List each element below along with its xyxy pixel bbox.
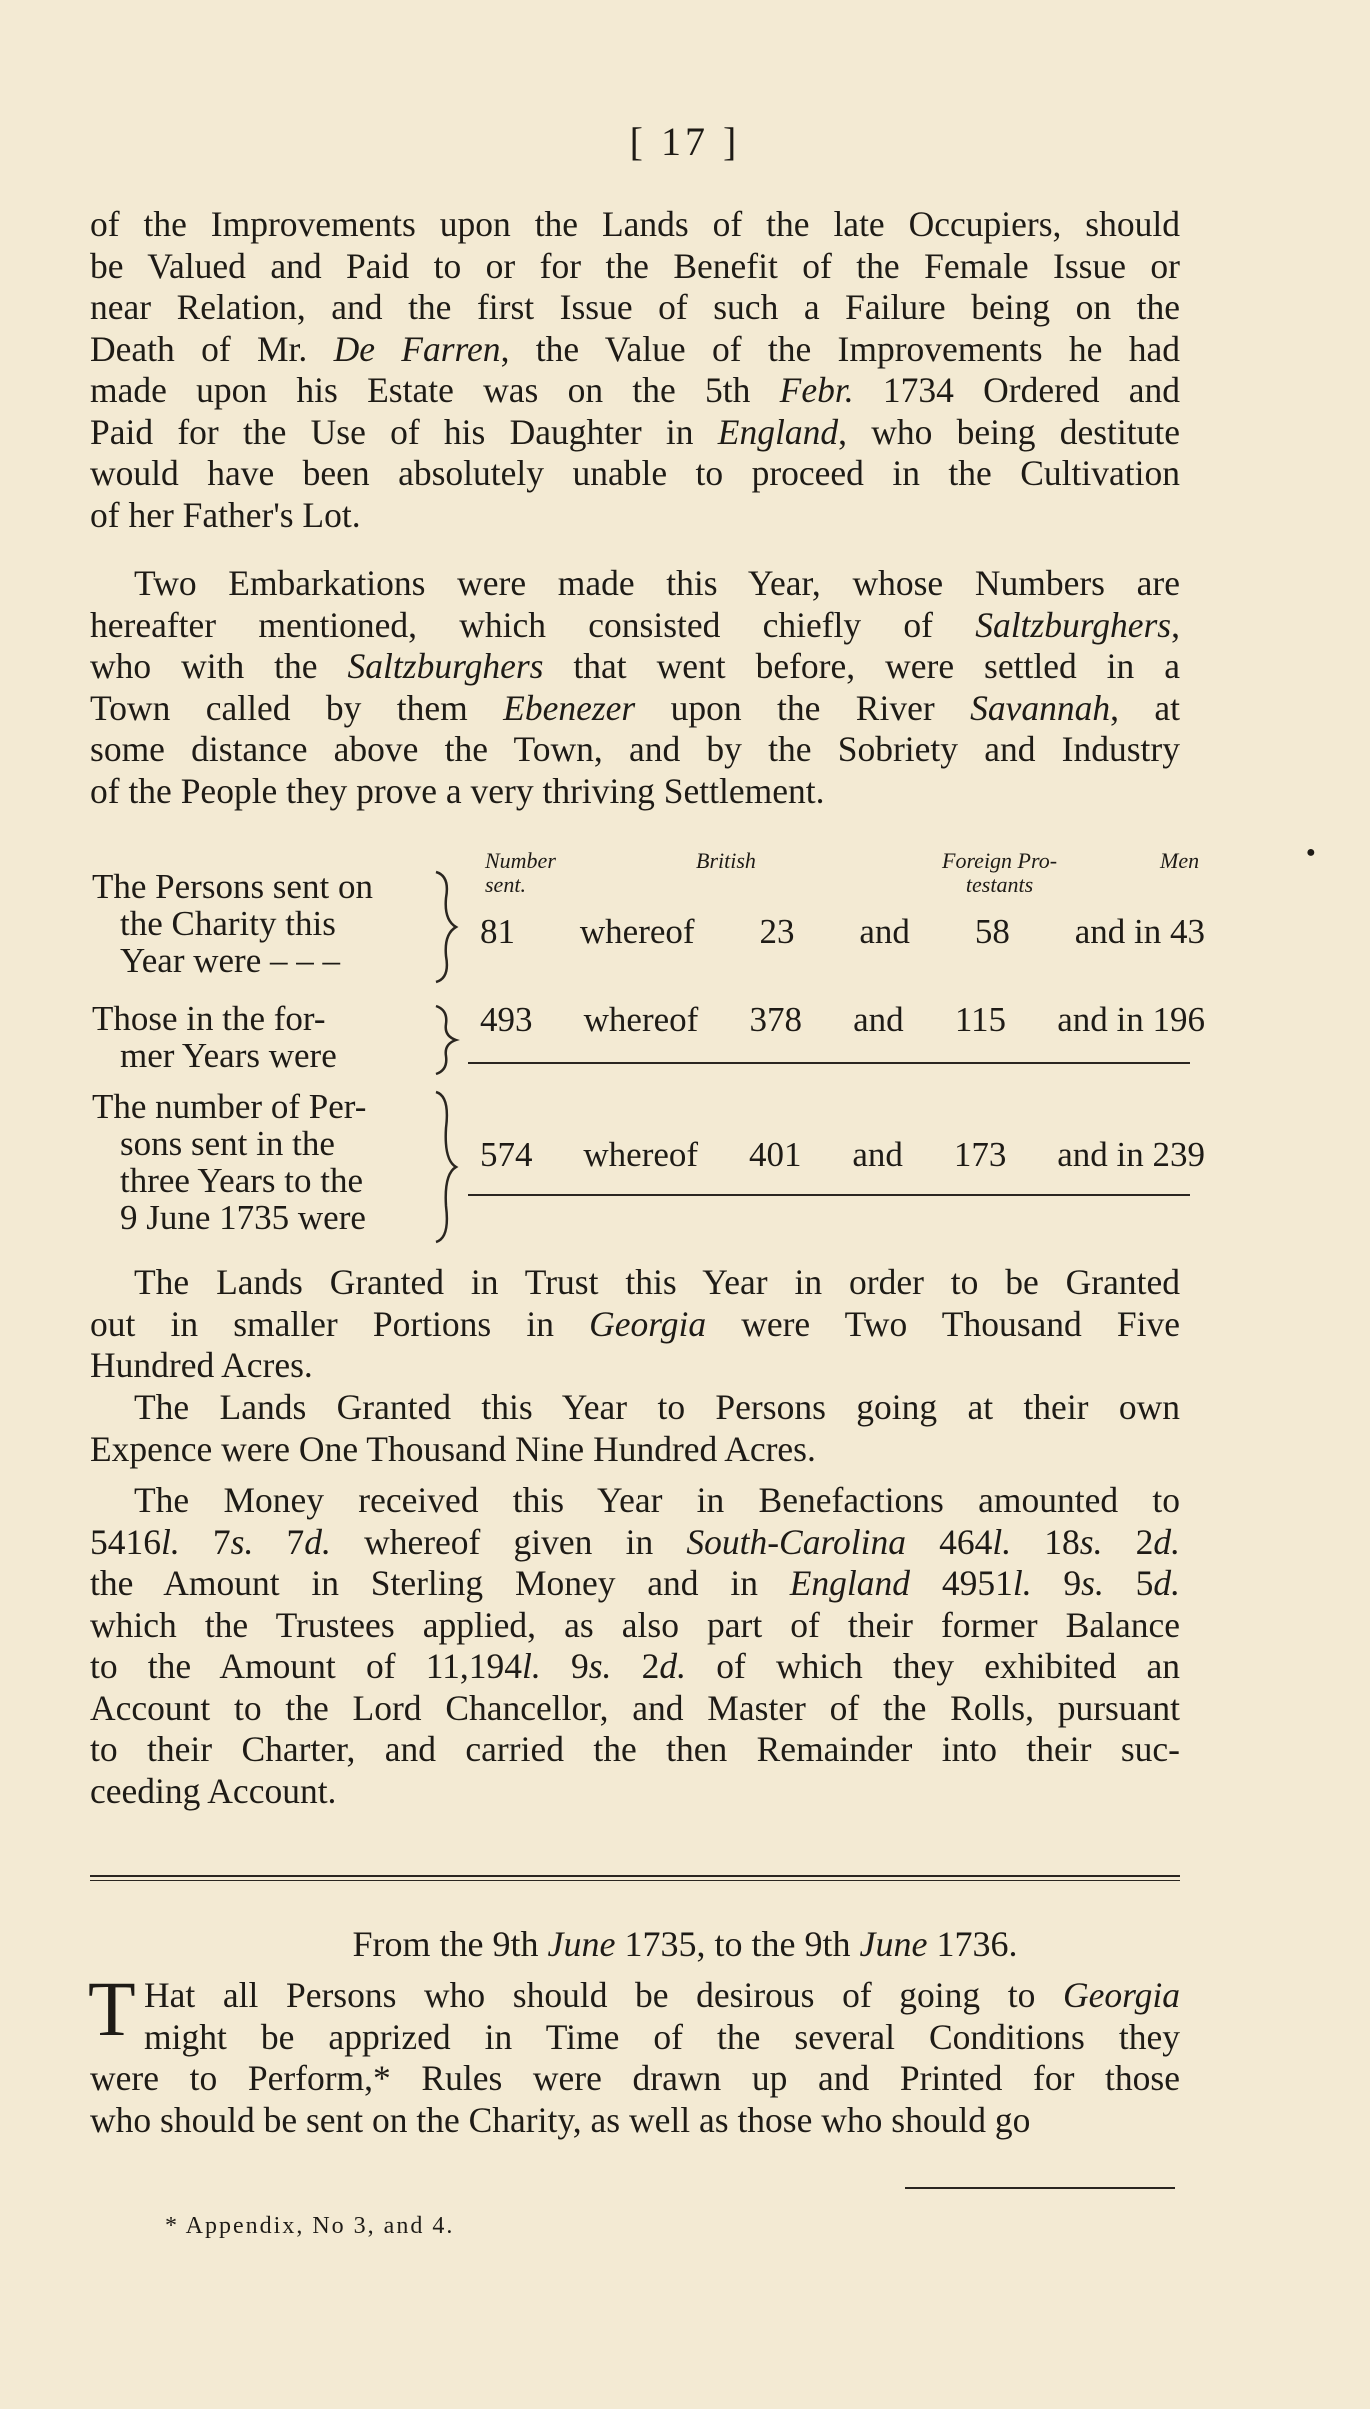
text-line: The Lands Granted in Trust this Year in order to be Granted bbox=[134, 1262, 1180, 1302]
row-stub-2 bbox=[92, 1000, 337, 1074]
text-line: Expence were One Thousand Nine Hundred Acres. bbox=[90, 1428, 816, 1469]
column-header-number: Number sent. bbox=[485, 848, 556, 897]
paragraph-improvements bbox=[90, 204, 1180, 536]
section-rule bbox=[90, 1880, 1180, 1881]
text-line: the Amount in Sterling Money and in England 4951l. 9s. 5d. bbox=[90, 1563, 1181, 1603]
text-line: Two Embarkations were made this Year, whose Numbers are bbox=[134, 563, 1180, 603]
text-line: near Relation, and the first Issue of such a Failure being on the bbox=[90, 287, 1180, 327]
text-line: of the Improvements upon the Lands of the late Occupiers, should bbox=[90, 204, 1180, 244]
cell-and: and bbox=[852, 1135, 903, 1174]
cell-men: and in 196 bbox=[1057, 1000, 1205, 1039]
text-line: some distance above the Town, and by the Sobriety and Industry bbox=[90, 729, 1180, 769]
row-stub-line: Those in the for- bbox=[92, 999, 326, 1038]
row-stub-line: 9 June 1735 were bbox=[120, 1198, 366, 1237]
text-line: who should be sent on the Charity, as well as those who should go bbox=[90, 2099, 1031, 2140]
cell-number: 574 bbox=[480, 1135, 533, 1174]
text-line: 5416l. 7s. 7d. whereof given in South-Carolina 464l. 18s. 2d. bbox=[90, 1521, 1181, 1562]
row-stub-line: Year were – – – bbox=[120, 941, 340, 980]
row-stub-line: the Charity this bbox=[120, 904, 336, 943]
cell-men: and in 239 bbox=[1057, 1135, 1205, 1174]
footnote: * Appendix, No 3, and 4. bbox=[165, 2213, 455, 2239]
row-stub-line: three Years to the bbox=[120, 1161, 364, 1200]
cell-british: 378 bbox=[749, 1000, 802, 1039]
table-rule bbox=[468, 1062, 1190, 1064]
paragraph-money bbox=[90, 1480, 1180, 1812]
cell-men: and in 43 bbox=[1074, 912, 1205, 951]
paragraph-embarkations bbox=[90, 563, 1180, 812]
section-rule bbox=[90, 1875, 1180, 1877]
cell-number: 81 bbox=[480, 912, 515, 951]
cell-and: and bbox=[853, 1000, 904, 1039]
text-line: hereafter mentioned, which consisted chiefly of Saltzburghers, bbox=[90, 604, 1180, 645]
drop-cap: T bbox=[88, 1965, 136, 2052]
row-stub-1 bbox=[92, 868, 373, 979]
brace-row-1 bbox=[432, 868, 462, 986]
footnote-rule bbox=[905, 2187, 1175, 2189]
row-stub-line: sons sent in the bbox=[120, 1124, 335, 1163]
text-line: made upon his Estate was on the 5th Febr. 1734 Ordered and bbox=[90, 370, 1180, 410]
page-number: [ 17 ] bbox=[629, 119, 741, 164]
text-line: The Lands Granted this Year to Persons going at their own bbox=[134, 1387, 1180, 1427]
text-line: Account to the Lord Chancellor, and Master of the Rolls, pursuant bbox=[90, 1687, 1180, 1728]
text-line: were to Perform,* Rules were drawn up and Printed for those bbox=[90, 2058, 1180, 2098]
table-rule bbox=[468, 1194, 1190, 1196]
text-line: out in smaller Portions in Georgia were Two Thousand Five bbox=[90, 1303, 1181, 1344]
cell-whereof: whereof bbox=[579, 912, 695, 951]
column-header-foreign: Foreign Pro- testants bbox=[942, 848, 1058, 897]
paragraph-lands-expence bbox=[90, 1387, 1180, 1470]
paragraph-lands-trust bbox=[90, 1262, 1180, 1387]
cell-foreign: 115 bbox=[954, 1000, 1007, 1039]
text-line: be Valued and Paid to or for the Benefit of the Female Issue or bbox=[90, 245, 1180, 286]
cell-foreign: 58 bbox=[974, 912, 1010, 951]
cell-british: 401 bbox=[748, 1135, 802, 1174]
row-stub-line: mer Years were bbox=[120, 1036, 337, 1075]
cell-foreign: 173 bbox=[953, 1135, 1007, 1174]
text-line: Hundred Acres. bbox=[90, 1345, 313, 1385]
text-line: Town called by them Ebenezer upon the River Savannah, at bbox=[90, 687, 1180, 728]
text-line: of the People they prove a very thriving Settlement. bbox=[90, 770, 825, 811]
section-heading: From the 9th June 1735, to the 9th June 1736. bbox=[352, 1924, 1018, 1964]
table-row bbox=[480, 1135, 1205, 1175]
text-line: ceeding Account. bbox=[90, 1770, 337, 1811]
cell-number: 493 bbox=[480, 1000, 533, 1039]
text-line: to their Charter, and carried the then Remainder into their suc- bbox=[90, 1729, 1180, 1769]
column-header-british: British bbox=[696, 848, 756, 873]
margin-ornament: ● bbox=[1306, 844, 1316, 861]
text-line: The Money received this Year in Benefactions amounted to bbox=[134, 1480, 1180, 1520]
text-line: Hat all Persons who should be desirous of going to Georgia bbox=[144, 1975, 1180, 2015]
text-line: might be apprized in Time of the several Conditions they bbox=[144, 2016, 1180, 2057]
text-line: Paid for the Use of his Daughter in England, who being destitute bbox=[90, 411, 1180, 452]
text-line: of her Father's Lot. bbox=[90, 494, 361, 535]
brace-row-3 bbox=[432, 1088, 462, 1246]
brace-row-2 bbox=[432, 1002, 462, 1078]
cell-and: and bbox=[859, 912, 910, 951]
cell-whereof: whereof bbox=[583, 1000, 699, 1039]
row-stub-line: The Persons sent on bbox=[92, 867, 373, 906]
text-line: Death of Mr. De Farren, the Value of the Improvements he had bbox=[90, 328, 1180, 369]
table-row bbox=[480, 1000, 1205, 1040]
row-stub-3 bbox=[92, 1088, 366, 1236]
column-header-men: Men bbox=[1160, 848, 1200, 873]
cell-whereof: whereof bbox=[583, 1135, 699, 1174]
text-line: who with the Saltzburghers that went before, were settled in a bbox=[90, 646, 1181, 686]
text-line: would have been absolutely unable to proceed in the Cultivation bbox=[90, 453, 1180, 493]
table-row bbox=[480, 912, 1205, 952]
row-stub-line: The number of Per- bbox=[92, 1087, 367, 1126]
text-line: to the Amount of 11,194l. 9s. 2d. of which they exhibited an bbox=[90, 1646, 1181, 1686]
text-line: which the Trustees applied, as also part of their former Balance bbox=[90, 1604, 1180, 1645]
cell-british: 23 bbox=[759, 912, 795, 951]
paragraph-rules bbox=[90, 1975, 1180, 2141]
